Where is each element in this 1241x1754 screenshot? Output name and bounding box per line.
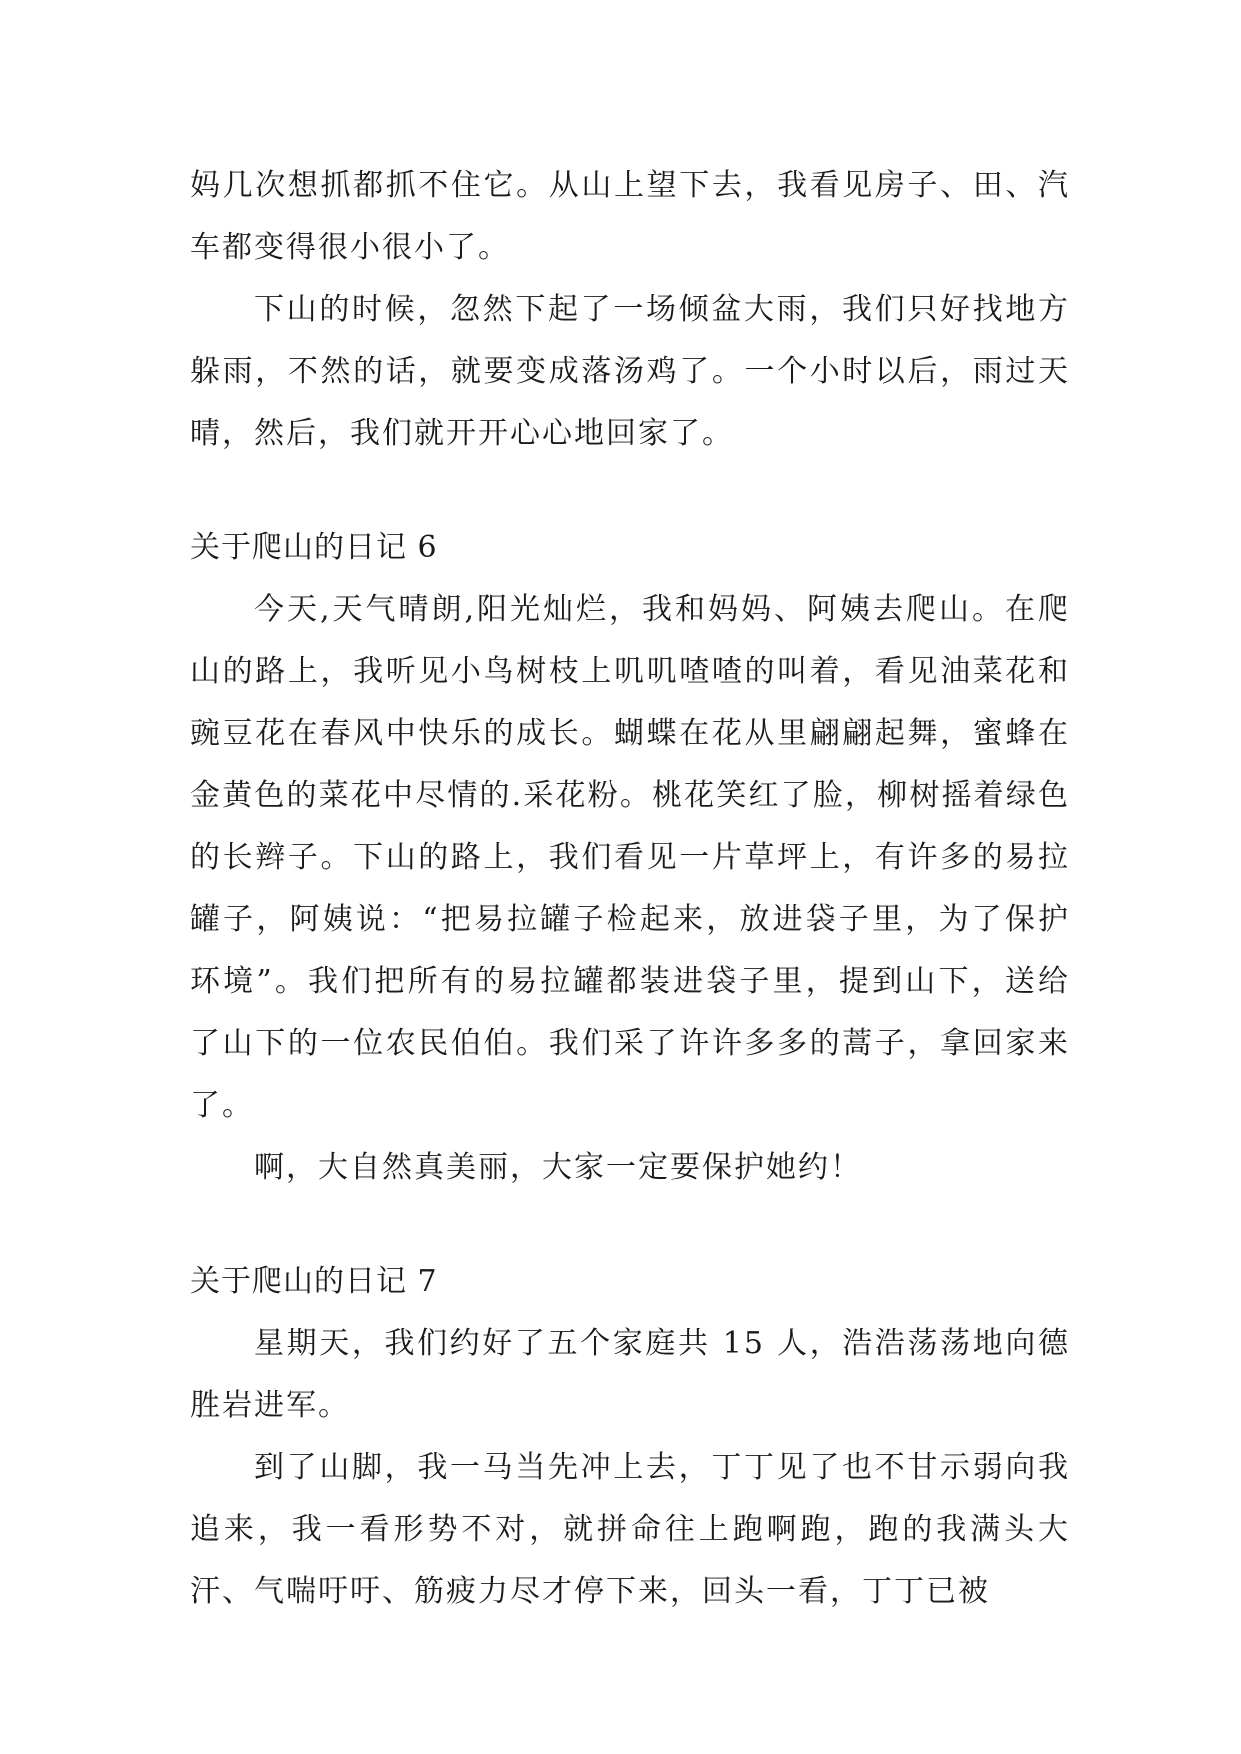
section-title-7: 关于爬山的日记 7 <box>190 1264 438 1299</box>
intro-paragraph-1: 妈几次想抓都抓不住它。从山上望下去，我看见房子、田、汽车都变得很小很小了。 <box>190 168 1070 265</box>
document-body <box>190 155 1070 1623</box>
section-7-paragraph-1: 星期天，我们约好了五个家庭共 15 人，浩浩荡荡地向德胜岩进军。 <box>190 1326 1070 1423</box>
section-6-paragraph-1: 今天,天气晴朗,阳光灿烂，我和妈妈、阿姨去爬山。在爬山的路上，我听见小鸟树枝上叽叽喳喳的叫着，看见油菜花和豌豆花在春风中快乐的成长。蝴蝶在花从里翩翩起舞，蜜蜂在金黄色的菜花中尽情的.采花粉。桃花笑红了脸，柳树摇着绿色的长辫子。下山的路上，我们看见一片草坪上，有许多的易拉罐子，阿姨说：“把易拉罐子检起来，放进袋子里，为了保护环境”。我们把所有的易拉罐都装进袋子里，提到山下，送给了山下的一位农民伯伯。我们采了许许多多的蒿子，拿回家来了。 <box>190 592 1070 1123</box>
section-title-6: 关于爬山的日记 6 <box>190 530 438 565</box>
section-7-paragraph-2: 到了山脚，我一马当先冲上去，丁丁见了也不甘示弱向我追来，我一看形势不对，就拼命往上跑啊跑，跑的我满头大汗、气喘吁吁、筋疲力尽才停下来，回头一看，丁丁已被 <box>190 1450 1070 1609</box>
intro-paragraph-2: 下山的时候，忽然下起了一场倾盆大雨，我们只好找地方躲雨，不然的话，就要变成落汤鸡了。一个小时以后，雨过天晴，然后，我们就开开心心地回家了。 <box>190 292 1070 451</box>
section-gap <box>190 465 1070 517</box>
section-gap <box>190 1199 1070 1251</box>
section-6-paragraph-2: 啊，大自然真美丽，大家一定要保护她约！ <box>254 1150 862 1185</box>
